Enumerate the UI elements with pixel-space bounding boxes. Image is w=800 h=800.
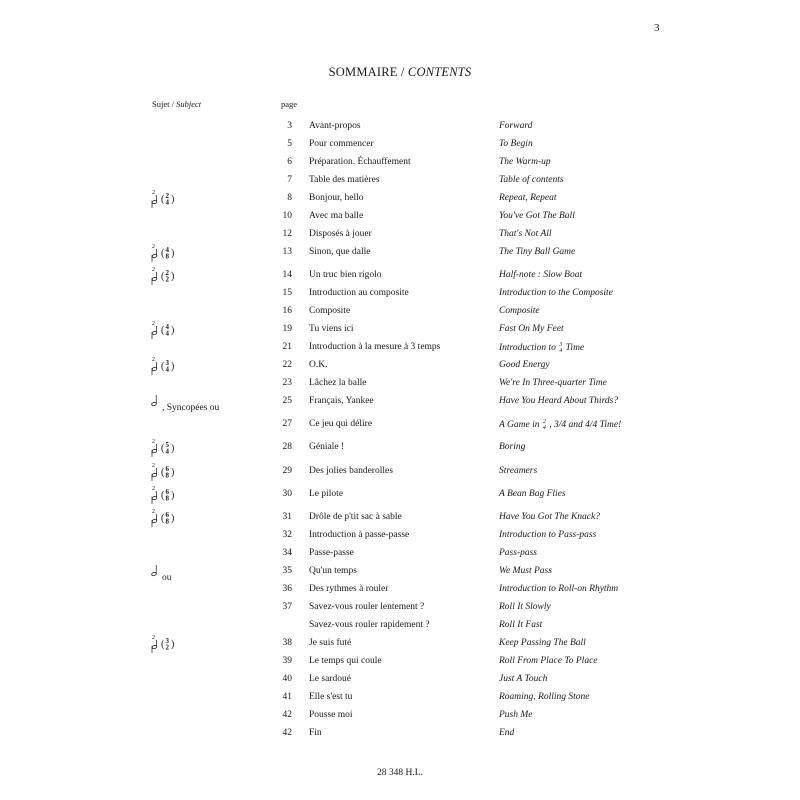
page-ref: 5 <box>287 139 292 149</box>
svg-text:8: 8 <box>165 252 169 261</box>
svg-text:2: 2 <box>152 190 155 196</box>
svg-text:4: 4 <box>165 198 169 207</box>
time-signature-icon <box>150 506 184 528</box>
table-row <box>0 530 800 548</box>
page-ref: 40 <box>282 674 292 684</box>
title-en: Just A Touch <box>499 674 548 684</box>
svg-text:): ) <box>171 361 175 372</box>
table-row <box>0 656 800 674</box>
table-row <box>0 509 800 530</box>
title-en: Half-note : Slow Boat <box>499 270 583 280</box>
title-en: Composite <box>499 306 540 316</box>
time-signature-icon <box>150 354 184 376</box>
table-row <box>0 211 800 229</box>
svg-text:8: 8 <box>165 471 169 480</box>
page-ref: 42 <box>282 710 292 720</box>
title-en: We Must Pass <box>499 566 552 576</box>
page-ref: 10 <box>282 211 292 221</box>
title-fr: Tu viens ici <box>309 324 354 334</box>
title-fr: Le pilote <box>309 489 344 499</box>
title-fr: Français, Yankee <box>309 396 374 406</box>
title-fr: Sinon, que dalle <box>309 247 371 257</box>
title-fr: Ce jeu qui délire <box>309 419 373 429</box>
title-en: Repeat, Repeat <box>499 193 557 203</box>
title-fr: Savez-vous rouler lentement ? <box>309 602 425 612</box>
subject-symbol <box>150 460 184 485</box>
title-en: Introduction to 3 4 Time <box>499 342 585 354</box>
note-icon <box>150 562 162 580</box>
svg-text:): ) <box>171 490 175 501</box>
title-fr: Le sardoué <box>309 674 351 684</box>
title-en: End <box>499 728 515 738</box>
page-ref: 41 <box>282 692 292 702</box>
title-fr: Avant-propos <box>309 121 361 131</box>
title-fr: Introduction au composite <box>309 288 409 298</box>
page-number: 3 <box>654 22 660 34</box>
note-icon <box>150 392 162 410</box>
title-en: Have You Got The Knack? <box>499 512 600 522</box>
title-fr: Avec ma balle <box>309 211 364 221</box>
svg-text:): ) <box>171 325 175 336</box>
table-row <box>0 674 800 692</box>
subject-symbol <box>150 318 184 343</box>
table-row <box>0 378 800 396</box>
title-en: A Bean Bag Flies <box>499 489 566 499</box>
title-en: The Warm-up <box>499 157 551 167</box>
title-fr: Le temps qui coule <box>309 656 382 666</box>
svg-text:(: ( <box>161 325 165 336</box>
title-en: Introduction to the Composite <box>499 288 613 298</box>
page-ref: 28 <box>282 442 292 452</box>
page-ref: 23 <box>282 378 292 388</box>
table-row <box>0 357 800 378</box>
table-row <box>0 175 800 193</box>
svg-text:): ) <box>171 639 175 650</box>
table-row <box>0 321 800 342</box>
title-en: A Game in 2 4 , 3/4 and 4/4 Time! <box>499 419 622 431</box>
svg-text:(: ( <box>161 194 165 205</box>
time-signature: 3 4 <box>559 342 563 354</box>
svg-text:2: 2 <box>152 486 155 492</box>
time-signature-icon <box>150 483 184 505</box>
svg-text:8: 8 <box>165 494 169 503</box>
page-ref: 35 <box>282 566 292 576</box>
table-row <box>0 121 800 139</box>
svg-text:): ) <box>171 194 175 205</box>
title-fr: Introduction à la mesure à 3 temps <box>309 342 441 352</box>
svg-text:4: 4 <box>165 323 169 331</box>
table-row <box>0 229 800 247</box>
time-signature-icon <box>150 241 184 263</box>
page-ref: 8 <box>287 193 292 203</box>
page-ref: 32 <box>282 530 292 540</box>
page-ref: 29 <box>282 466 292 476</box>
svg-text:(: ( <box>161 513 165 524</box>
page-ref: 37 <box>282 602 292 612</box>
subject-symbol <box>150 354 184 379</box>
title-fr: Drôle de p'tit sac à sable <box>309 512 402 522</box>
title-fr: Introduction à passe-passe <box>309 530 410 540</box>
table-row <box>0 602 800 620</box>
page-ref: 19 <box>282 324 292 334</box>
subject-symbol <box>150 187 184 212</box>
title-fr: Je suis futé <box>309 638 352 648</box>
time-signature-icon <box>150 436 184 458</box>
page-ref: 14 <box>282 270 292 280</box>
page-ref: 21 <box>282 342 292 352</box>
svg-text:4: 4 <box>165 246 169 254</box>
title-en: Fast On My Feet <box>499 324 564 334</box>
title-en: That's Not All <box>499 229 552 239</box>
svg-text:2: 2 <box>165 643 169 652</box>
svg-text:6: 6 <box>165 488 169 496</box>
subject-symbol: , Syncopées ou <box>150 392 219 413</box>
svg-text:4: 4 <box>165 447 169 456</box>
table-row <box>0 306 800 324</box>
title-fr: Des rythmes à rouler <box>309 584 389 594</box>
title-fr: Table des matières <box>309 175 380 185</box>
table-row <box>0 439 800 460</box>
svg-text:8: 8 <box>165 517 169 526</box>
column-header-subject <box>152 99 201 109</box>
title-fr: Lâchez la balle <box>309 378 367 388</box>
title-french: SOMMAIRE / <box>328 65 405 79</box>
svg-text:(: ( <box>161 248 165 259</box>
svg-text:(: ( <box>161 639 165 650</box>
title-fr: Elle s'est tu <box>309 692 353 702</box>
table-row <box>0 620 800 638</box>
title-fr: Composite <box>309 306 351 316</box>
title-fr: Pousse moi <box>309 710 353 720</box>
page-ref: 30 <box>282 489 292 499</box>
svg-text:3: 3 <box>165 637 169 645</box>
svg-text:(: ( <box>161 271 165 282</box>
subject-symbol <box>150 436 184 461</box>
title-fr: Préparation. Échauffement <box>309 157 411 167</box>
svg-text:(: ( <box>161 467 165 478</box>
title-en: Have You Heard About Thirds? <box>499 396 619 406</box>
table-row <box>0 548 800 566</box>
time-signature-icon <box>150 264 184 286</box>
svg-text:6: 6 <box>165 465 169 473</box>
svg-text:2: 2 <box>152 635 155 641</box>
svg-text:2: 2 <box>152 463 155 469</box>
table-row <box>0 342 800 360</box>
table-row <box>0 566 800 584</box>
table-row <box>0 728 800 746</box>
time-signature: 2 4 <box>542 419 546 431</box>
page-ref: 31 <box>282 512 292 522</box>
svg-text:2: 2 <box>152 439 155 445</box>
title-en: Roll It Fast <box>499 620 543 630</box>
time-signature-icon <box>150 460 184 482</box>
page-ref: 13 <box>282 247 292 257</box>
table-row <box>0 157 800 175</box>
page-ref: 39 <box>282 656 292 666</box>
page-title <box>0 65 800 80</box>
svg-text:): ) <box>171 443 175 454</box>
svg-text:(: ( <box>161 361 165 372</box>
page-ref: 27 <box>282 419 292 429</box>
svg-text:4: 4 <box>165 365 169 374</box>
svg-text:2: 2 <box>152 321 155 327</box>
title-english: CONTENTS <box>407 65 472 79</box>
title-en: Roaming, Rolling Stone <box>499 692 590 702</box>
page-ref: 7 <box>287 175 292 185</box>
svg-text:5: 5 <box>165 441 169 449</box>
page-ref: 15 <box>282 288 292 298</box>
subject-symbol <box>150 264 184 289</box>
svg-text:2: 2 <box>152 357 155 363</box>
page-ref: 42 <box>282 728 292 738</box>
title-en: Table of contents <box>499 175 564 185</box>
title-en: Introduction to Roll-on Rhythm <box>499 584 619 594</box>
page-ref: 36 <box>282 584 292 594</box>
svg-text:4: 4 <box>165 329 169 338</box>
title-fr: Des jolies banderolles <box>309 466 393 476</box>
svg-text:2: 2 <box>165 192 169 200</box>
table-row <box>0 486 800 507</box>
table-row <box>0 267 800 288</box>
table-row <box>0 139 800 157</box>
subject-symbol <box>150 483 184 508</box>
title-en: Streamers <box>499 466 538 476</box>
title-en: Introduction to Pass-pass <box>499 530 597 540</box>
title-en: To Begin <box>499 139 533 149</box>
title-fr: Un truc bien rigolo <box>309 270 382 280</box>
time-signature-icon <box>150 187 184 209</box>
subject-symbol <box>150 632 184 657</box>
table-row <box>0 584 800 602</box>
title-en: The Tiny Ball Game <box>499 247 576 257</box>
title-fr: O.K. <box>309 360 328 370</box>
subject-symbol <box>150 506 184 531</box>
table-row <box>0 710 800 728</box>
title-en: Roll From Place To Place <box>499 656 598 666</box>
title-en: Keep Passing The Ball <box>499 638 586 648</box>
table-row <box>0 190 800 211</box>
title-en: We're In Three-quarter Time <box>499 378 607 388</box>
svg-text:2: 2 <box>165 275 169 284</box>
subject-symbol: ou <box>150 562 172 583</box>
svg-text:): ) <box>171 248 175 259</box>
page-ref: 25 <box>282 396 292 406</box>
table-row <box>0 419 800 437</box>
column-header-page: page <box>281 99 298 109</box>
subject-symbol <box>150 241 184 266</box>
subject-french: Sujet / <box>152 99 174 109</box>
title-fr: Pour commencer <box>309 139 374 149</box>
title-fr: Bonjour, hello <box>309 193 364 203</box>
title-fr: Savez-vous rouler rapidement ? <box>309 620 430 630</box>
page-ref: 12 <box>282 229 292 239</box>
page-ref: 22 <box>282 360 292 370</box>
title-fr: Géniale ! <box>309 442 345 452</box>
title-en: Pass-pass <box>499 548 538 558</box>
time-signature-icon <box>150 318 184 340</box>
page-ref: 3 <box>287 121 292 131</box>
page-ref: 38 <box>282 638 292 648</box>
svg-text:2: 2 <box>152 244 155 250</box>
svg-text:(: ( <box>161 443 165 454</box>
title-fr: Qu'un temps <box>309 566 357 576</box>
time-signature-icon <box>150 632 184 654</box>
page-ref: 16 <box>282 306 292 316</box>
title-fr: Passe-passe <box>309 548 354 558</box>
svg-text:3: 3 <box>165 359 169 367</box>
svg-text:2: 2 <box>165 269 169 277</box>
title-en: Good Energy <box>499 360 550 370</box>
title-fr: Fin <box>309 728 322 738</box>
title-fr: Disposés à jouer <box>309 229 372 239</box>
svg-text:): ) <box>171 467 175 478</box>
table-row <box>0 396 800 414</box>
svg-text:(: ( <box>161 490 165 501</box>
table-row <box>0 463 800 484</box>
svg-text:2: 2 <box>152 267 155 273</box>
svg-text:): ) <box>171 513 175 524</box>
page-ref: 6 <box>287 157 292 167</box>
footer-catalog-number: 28 348 H.L. <box>377 768 423 778</box>
svg-text:6: 6 <box>165 511 169 519</box>
title-en: Roll It Slowly <box>499 602 551 612</box>
title-en: Forward <box>499 121 533 131</box>
table-row <box>0 692 800 710</box>
svg-text:): ) <box>171 271 175 282</box>
title-en: Boring <box>499 442 526 452</box>
table-row <box>0 635 800 656</box>
svg-text:2: 2 <box>152 509 155 515</box>
table-row <box>0 288 800 306</box>
title-en: You've Got The Ball <box>499 211 575 221</box>
table-row <box>0 244 800 265</box>
subject-english: Subject <box>176 99 202 109</box>
page-ref: 34 <box>282 548 292 558</box>
title-en: Push Me <box>499 710 533 720</box>
